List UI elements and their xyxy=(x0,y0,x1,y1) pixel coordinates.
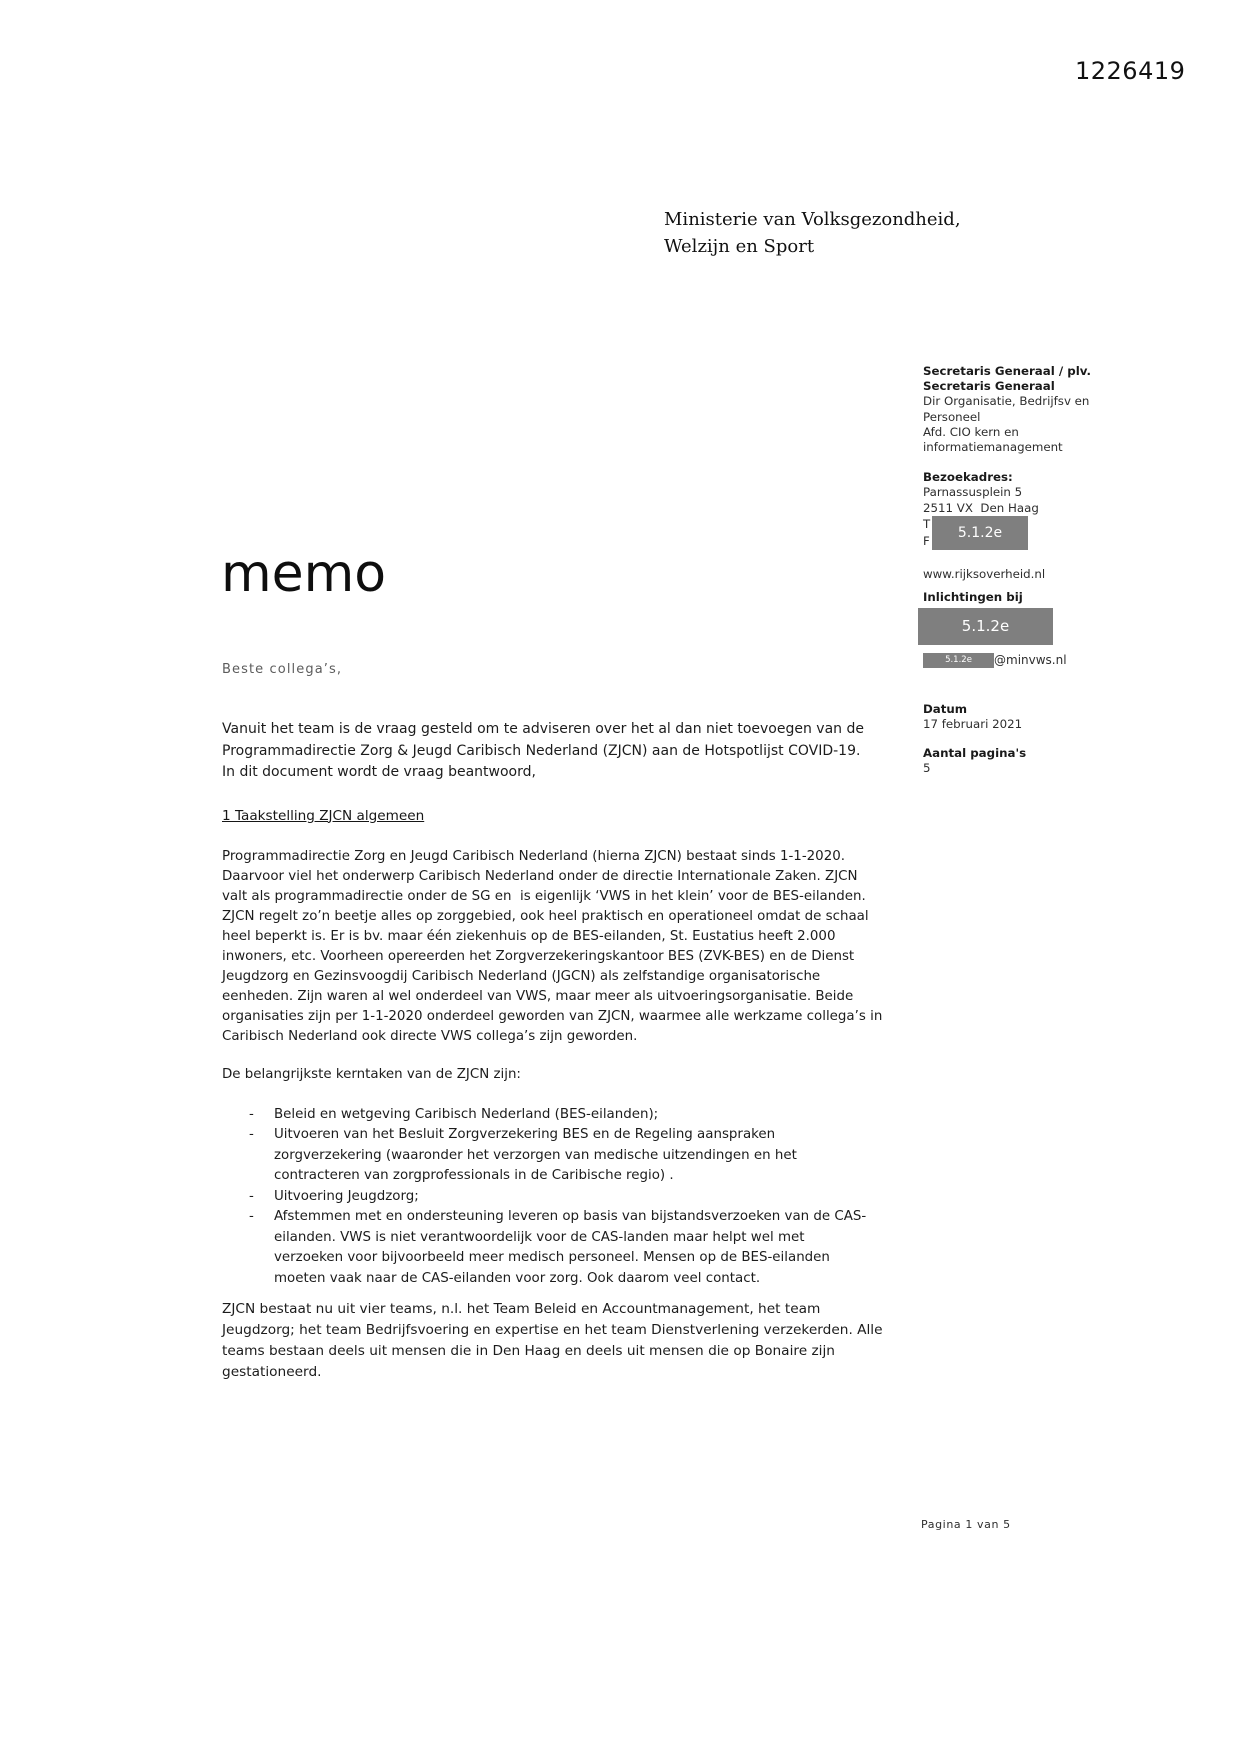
sender-dept-line: informatiemanagement xyxy=(923,440,1063,455)
bullet-text: Beleid en wetgeving Caribisch Nederland (BES-eilanden); xyxy=(274,1106,659,1122)
email-domain: @minvws.nl xyxy=(994,653,1067,668)
page-count-block xyxy=(923,746,1138,776)
contact-email-row xyxy=(923,653,1138,668)
visit-address-street: Parnassusplein 5 xyxy=(923,485,1023,500)
bullet-dash: - xyxy=(249,1209,254,1224)
phone-fax-block xyxy=(923,516,1138,550)
website-url: www.rijksoverheid.nl xyxy=(923,566,1046,581)
fax-label: F xyxy=(923,533,930,548)
date-block xyxy=(923,702,1138,732)
intro-paragraph: Vanuit het team is de vraag gesteld om te adviseren over het al dan niet toevoegen van de Programmadirectie Zorg & Jeugd Caribisch Nederland (ZJCN) aan de Hotspotlijst COVID-19. In dit document wordt de vraag beantwoord, xyxy=(222,721,869,780)
memo-body xyxy=(222,719,887,1383)
visit-address-label: Bezoekadres: xyxy=(923,470,1013,485)
ministry-name-line2: Welzijn en Sport xyxy=(664,236,815,257)
bullet-text: Afstemmen met en ondersteuning leveren op basis van bijstandsverzoeken van de CAS-eilanden. VWS is niet verantwoordelijk voor de CAS-landen maar helpt wel met verzoeken voor bijvoorbeeld meer medisch personeel. Mensen op de BES-eilanden moeten vaak naar de CAS-eilanden voor zorg. Ook daarom veel contact. xyxy=(274,1209,867,1286)
paragraph-teams: ZJCN bestaat nu uit vier teams, n.l. het Team Beleid en Accountmanagement, het team Jeugdzorg; het team Bedrijfsvoering en expertise en het team Dienstverlening verzekerden. Alle teams bestaan deels uit mensen die in Den Haag en deels uit mensen die op Bonaire zijn gestationeerd. xyxy=(222,1301,887,1380)
visit-address-city: 2511 VX Den Haag xyxy=(923,500,1039,515)
salutation: Beste collega’s, xyxy=(222,662,343,677)
bullet-item-jeugdzorg xyxy=(222,1187,874,1208)
sender-dept-line: Dir Organisatie, Bedrijfsv en xyxy=(923,394,1090,409)
contact-block xyxy=(923,590,1138,668)
memo-title: memo xyxy=(221,544,387,604)
bullet-item-uitvoeren-besluit xyxy=(222,1125,874,1187)
page-count-value: 5 xyxy=(923,760,931,775)
bullet-text: Uitvoeren van het Besluit Zorgverzekering BES en de Regeling aanspraken zorgverzekering (waaronder het verzorgen van medische uitzendingen en het contracteren van zorgprofessionals in de Caribische regio) . xyxy=(274,1127,797,1183)
phone-redaction-box: 5.1.2e xyxy=(932,516,1028,550)
ministry-header xyxy=(664,206,961,260)
contact-label: Inlichtingen bij xyxy=(923,590,1023,605)
ministry-name-line1: Ministerie van Volksgezondheid, xyxy=(664,209,961,230)
bullet-list xyxy=(222,1105,874,1290)
sender-dept-line: Afd. CIO kern en xyxy=(923,424,1019,439)
date-label: Datum xyxy=(923,702,968,717)
document-number: 1226419 xyxy=(1075,57,1186,85)
visit-address-block xyxy=(923,470,1138,516)
bullet-dash: - xyxy=(249,1106,254,1122)
email-redaction-box: 5.1.2e xyxy=(923,653,994,668)
section1-heading: 1 Taakstelling ZJCN algemeen xyxy=(222,807,425,824)
sender-dept-line: Personeel xyxy=(923,409,981,424)
sender-org-line: Secretaris Generaal / plv. xyxy=(923,364,1091,378)
bullet-dash: - xyxy=(249,1127,254,1142)
sender-org-line: Secretaris Generaal xyxy=(923,379,1055,394)
page-footer: Pagina 1 van 5 xyxy=(921,1518,1011,1531)
date-value: 17 februari 2021 xyxy=(923,717,1023,732)
bullet-item-afstemmen-cas xyxy=(222,1207,874,1289)
sender-block xyxy=(923,364,1138,455)
contact-name-redaction-box: 5.1.2e xyxy=(918,608,1053,645)
sidebar xyxy=(923,364,1138,776)
bullet-dash: - xyxy=(249,1188,254,1204)
phone-label: T xyxy=(923,516,931,531)
paragraph-kerntaken-lead: De belangrijkste kerntaken van de ZJCN zijn: xyxy=(222,1066,521,1082)
page-count-label: Aantal pagina's xyxy=(923,745,1027,760)
bullet-text: Uitvoering Jeugdzorg; xyxy=(274,1188,419,1204)
paragraph-taakstelling: Programmadirectie Zorg en Jeugd Caribisch Nederland (hierna ZJCN) bestaat sinds 1-1-2020. Daarvoor viel het onderwerp Caribisch Nederland onder de directie Internationale Zaken. ZJCN valt als programmadirectie onder de SG en is eigenlijk ‘VWS in het klein’ voor de BES-eilanden. ZJCN regelt zo’n beetje alles op zorggebied, ook heel praktisch en operationeel omdat de schaal heel beperkt is. Er is bv. maar één ziekenhuis op de BES-eilanden, St. Eustatius heeft 2.000 inwoners, etc. Voorheen opereerden het Zorgverzekeringskantoor BES (ZVK-BES) en de Dienst Jeugdzorg en Gezinsvoogdij Caribisch Nederland (JGCN) als zelfstandige organisatorische eenheden. Zijn waren al wel onderdeel van VWS, maar meer als uitvoeringsorganisatie. Beide organisaties zijn per 1-1-2020 onderdeel geworden van ZJCN, waarmee alle werkzame collega’s in Caribisch Nederland ook directe VWS collega’s zijn geworden. xyxy=(222,848,887,1044)
bullet-item-beleid xyxy=(222,1105,874,1126)
